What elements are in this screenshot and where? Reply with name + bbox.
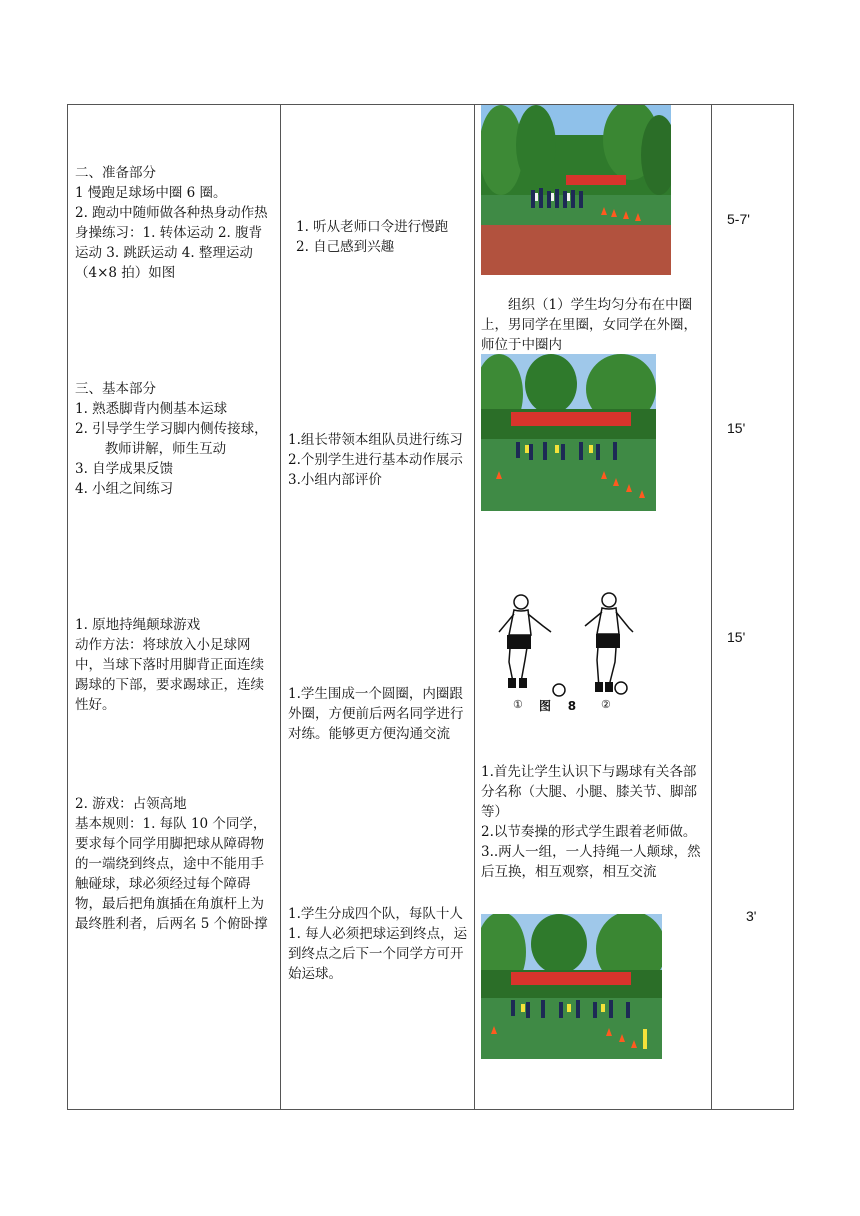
game2-title: 2. 游戏：占领高地 [75, 796, 187, 812]
student-prep [296, 217, 468, 257]
game1-method: 动作方法：将球放入小足球网中，当球下落时用脚背正面连续踢球的下部，要求踢球正，连续性好。 [75, 637, 264, 713]
game1-title: 1. 原地持绳颠球游戏 [75, 617, 201, 633]
table-divider-3 [711, 104, 712, 1110]
organization-desc: 组织（1）学生均匀分布在中圈上，男同学在里圈，女同学在外圈，师位于中圈内 [481, 297, 697, 353]
time-game1: 15' [727, 629, 746, 645]
prep-item: 1 慢跑足球场中圈 6 圈。 [75, 185, 227, 201]
game2-rules: 基本规则：1. 每队 10 个同学，要求每个同学用脚把球从障碍物的一端绕到终点，途中不能用手触碰球，球必须经过每个障碍物，最后把角旗插在角旗杆上为最终胜利者，后两名 5 个俯卧撑 [75, 816, 268, 932]
organization-text [481, 295, 707, 355]
student-basic [288, 430, 468, 490]
table-border-top [67, 104, 794, 105]
figure-marker-2: ② [601, 698, 611, 711]
figure-marker-1: ① [513, 698, 523, 711]
method-item: 2.以节奏操的形式学生跟着老师做。 [481, 824, 697, 840]
student-game2-item: 1. 每人必须把球运到终点，运到终点之后下一个同学方可开始运球。 [288, 926, 468, 982]
student-basic-item: 2.个别学生进行基本动作展示 [288, 452, 463, 468]
basic-section [75, 379, 273, 499]
student-game2 [288, 904, 468, 984]
prep-item: （4×8 拍）如图 [75, 265, 176, 281]
method-item: 3..两人一组，一人持绳一人颠球，然后互换，相互观察，相互交流 [481, 844, 701, 880]
figure-caption: 图 8 [539, 699, 577, 713]
time-basic: 15' [727, 420, 746, 436]
student-game1-text: 1.学生围成一个圆圈，内圈跟外圈，方便前后两名同学进行对练。能够更方便沟通交流 [288, 686, 464, 742]
student-prep-item: 2. 自己感到兴趣 [296, 239, 395, 255]
basic-item: 1. 熟悉脚背内侧基本运球 [75, 401, 228, 417]
student-basic-item: 3.小组内部评价 [288, 472, 382, 488]
photo-warmup [481, 105, 671, 275]
prep-title: 二、准备部分 [75, 165, 156, 181]
basic-item: 2. 引导学生学习脚内侧传接球，教师讲解，师生互动 [75, 421, 268, 457]
student-game2-item: 1.学生分成四个队，每队十人 [288, 906, 463, 922]
game2-section [75, 794, 273, 934]
table-divider-1 [280, 104, 281, 1110]
time-warmup: 5-7' [727, 211, 750, 227]
photo-drill [481, 354, 656, 511]
photo-game [481, 914, 662, 1059]
prep-section [75, 163, 273, 283]
method-item: 1.首先让学生认识下与踢球有关各部分名称（大腿、小腿、膝关节、脚部等） [481, 764, 697, 820]
teaching-method [481, 762, 707, 882]
game1-section [75, 615, 273, 715]
student-basic-item: 1.组长带领本组队员进行练习 [288, 432, 463, 448]
prep-item: 2. 跑动中随师做各种热身动作热身操练习：1. 转体运动 2. 腹背运动 3. 跳跃运动 4. 整理运动 [75, 205, 268, 261]
table-border-right [793, 104, 794, 1110]
basic-title: 三、基本部分 [75, 381, 156, 397]
basic-item: 3. 自学成果反馈 [75, 461, 174, 477]
table-divider-2 [474, 104, 475, 1110]
table-border-left [67, 104, 68, 1110]
figure-8-kicking-illustration [481, 590, 641, 720]
time-game2: 3' [746, 908, 757, 924]
table-border-bottom [67, 1109, 794, 1110]
basic-item: 4. 小组之间练习 [75, 481, 174, 497]
student-prep-item: 1. 听从老师口令进行慢跑 [296, 219, 449, 235]
student-game1 [288, 684, 468, 744]
